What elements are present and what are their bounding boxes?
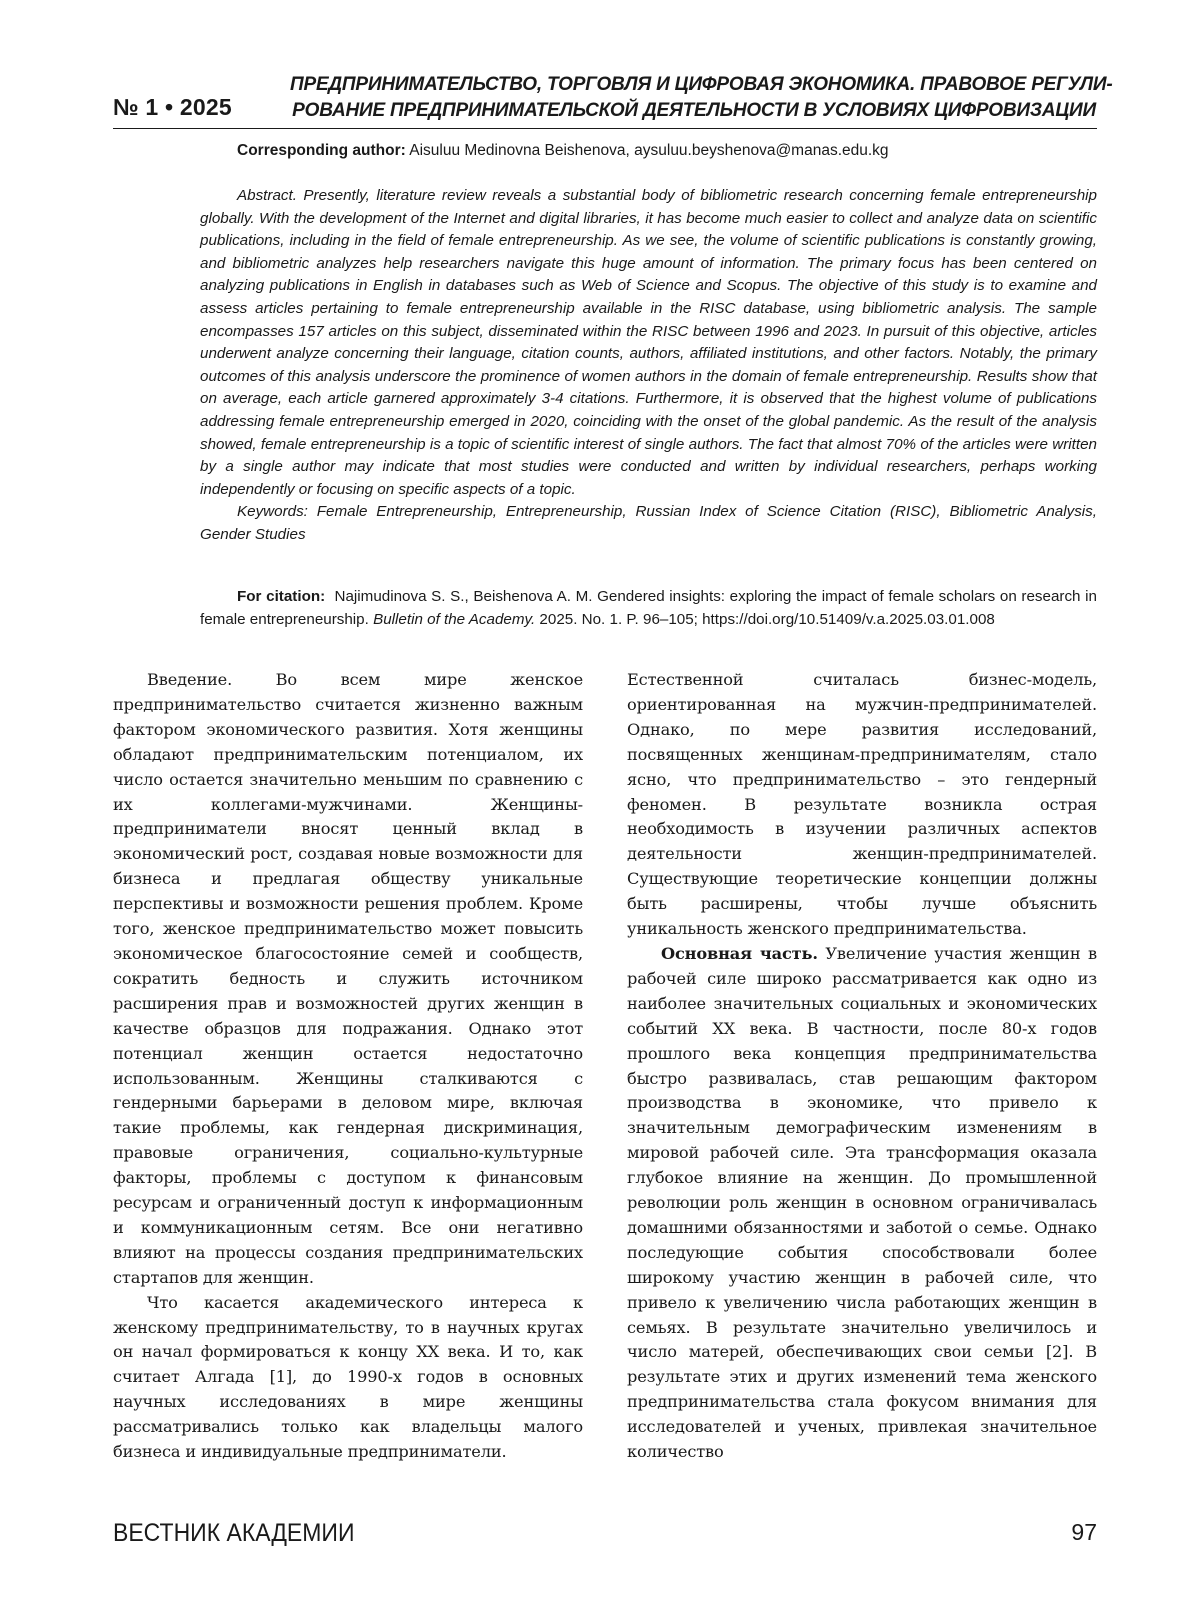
corresponding-author xyxy=(237,142,889,160)
paragraph-continuation: Естественной считалась бизнес-модель, ориентированная на мужчин-предпринимателей. Однако, по мере развития исследований, посвященных женщинам-предпринимателям, стало ясно, что предпринимательство – это гендерный феномен. В результате возникла острая необходимость в изучении различных аспектов деятельности женщин-предпринимателей. Существующие теоретические концепции должны быть расширены, чтобы лучше объяснить уникальность женского предпринимательства. xyxy=(627,670,1097,939)
citation-journal: Bulletin of the Academy. xyxy=(373,610,536,628)
paragraph-academic-interest: Что касается академического интереса к женскому предпринимательству, то в научных кругах он начал формироваться к концу XX века. И то, как считает Алгада [1], до 1990-х годов в основных научных исследованиях в мире женщины рассматривались только как владельцы малого бизнеса и индивидуальные предприниматели. xyxy=(113,1292,583,1462)
body-column-right xyxy=(627,668,1097,1465)
citation-block xyxy=(200,586,1097,631)
paragraph-introduction: Введение. Во всем мире женское предпринимательство считается жизненно важным фактором экономического развития. Хотя женщины обладают предпринимательским потенциалом, их число остается значительно меньшим по сравнению с их коллегами-мужчинами. Женщины-предприниматели вносят ценный вклад в экономический рост, создавая новые возможности для бизнеса и предлагая обществу уникальные перспективы и возможности решения проблем. Кроме того, женское предпринимательство может повысить экономическое благосостояние семей и сообществ, сократить бедность и служить источником расширения прав и возможностей других женщин в качестве образцов для подражания. Однако этот потенциал женщин остается недостаточно использованным. Женщины сталкиваются с гендерными барьерами в деловом мире, включая такие проблемы, как гендерная дискриминация, правовые ограничения, социально-культурные факторы, проблемы с доступом к финансовым ресурсам и ограниченный доступ к информационным и коммуникационным сетям. Все они негативно влияют на процессы создания предпринимательских стартапов для женщин. xyxy=(113,670,583,1287)
corresponding-author-label: Corresponding author: xyxy=(237,142,406,159)
body-column-left xyxy=(113,668,583,1465)
section-title xyxy=(290,72,1113,124)
journal-name: ВЕСТНИК АКАДЕМИИ xyxy=(113,1519,355,1547)
section-title-line-2: РОВАНИЕ ПРЕДПРИНИМАТЕЛЬСКОЙ ДЕЯТЕЛЬНОСТИ В УСЛОВИЯХ ЦИФРОВИЗАЦИИ xyxy=(292,100,1096,121)
citation-details: 2025. No. 1. P. 96–105; https://doi.org/10.51409/v.a.2025.03.01.008 xyxy=(539,610,995,628)
citation-authors-title: Najimudinova S. S., Beishenova A. M. Gendered insights: exploring the impact of female scholars on research in female entrepreneurship. xyxy=(200,588,1097,628)
abstract xyxy=(200,185,1097,547)
main-part-heading: Основная часть. xyxy=(661,943,818,963)
issue-number: № 1 • 2025 xyxy=(113,94,232,120)
keywords: Keywords: Female Entrepreneurship, Entrepreneurship, Russian Index of Science Citation (RISC), Bibliometric Analysis, Gender Studies xyxy=(200,503,1097,543)
citation-label: For citation: xyxy=(237,588,326,605)
header-divider xyxy=(113,128,1097,129)
page-number: 97 xyxy=(1071,1519,1097,1545)
abstract-text: Abstract. Presently, literature review reveals a substantial body of bibliometric research concerning female entrepreneurship globally. With the development of the Internet and digital libraries, it has become much easier to collect and analyze data on scientific publications, including in the field of female entrepreneurship. As we see, the volume of scientific publications is constantly growing, and bibliometric analyzes help researchers navigate this huge amount of information. The primary focus has been centered on analyzing publications in English in databases such as Web of Science and Scopus. The objective of this study is to examine and assess articles pertaining to female entrepreneurship available in the RISC database, using bibliometric analysis. The sample encompasses 157 articles on this subject, disseminated within the RISC between 1996 and 2023. In pursuit of this objective, articles underwent analyze concerning their language, citation counts, authors, affiliated institutions, and other factors. Notably, the primary outcomes of this analysis underscore the prominence of women authors in the domain of female entrepreneurship. Results show that on average, each article garnered approximately 3-4 citations. Furthermore, it is observed that the highest volume of publications addressing female entrepreneurship emerged in 2020, coinciding with the onset of the global pandemic. As the result of the analysis showed, female entrepreneurship is a topic of scientific interest of single authors. The fact that almost 70% of the articles were written by a single author may indicate that most studies were conducted and written by individual researchers, perhaps working independently or focusing on specific aspects of a topic. xyxy=(200,187,1097,498)
citation-text xyxy=(200,586,1097,631)
paragraph-main-part xyxy=(627,942,1097,1465)
section-title-line-1: ПРЕДПРИНИМАТЕЛЬСТВО, ТОРГОВЛЯ И ЦИФРОВАЯ ЭКОНОМИКА. ПРАВОВОЕ РЕГУЛИ- xyxy=(290,74,1113,95)
corresponding-author-value: Aisuluu Medinovna Beishenova, aysuluu.beyshenova@manas.edu.kg xyxy=(409,142,889,159)
main-part-text: Увеличение участия женщин в рабочей силе широко рассматривается как одно из наиболее значительных социальных и экономических событий XX века. В частности, после 80-х годов прошлого века концепция предпринимательства быстро развивалась, став решающим фактором производства в экономике, что привело к значительным демографическим изменениям в мировой рабочей силе. Эта трансформация оказала глубокое влияние на женщин. До промышленной революции роль женщин в основном ограничивалась домашними обязанностями и заботой о семье. Однако последующие события способствовали более широкому участию женщин в рабочей силе, что привело к увеличению числа работающих женщин в семьях. В результате значительно увеличилось и число матерей, обеспечивающих свои семьи [2]. В результате этих и других изменений тема женского предпринимательства стала фокусом внимания для исследователей и ученых, привлекая значительное количество xyxy=(627,943,1097,1462)
